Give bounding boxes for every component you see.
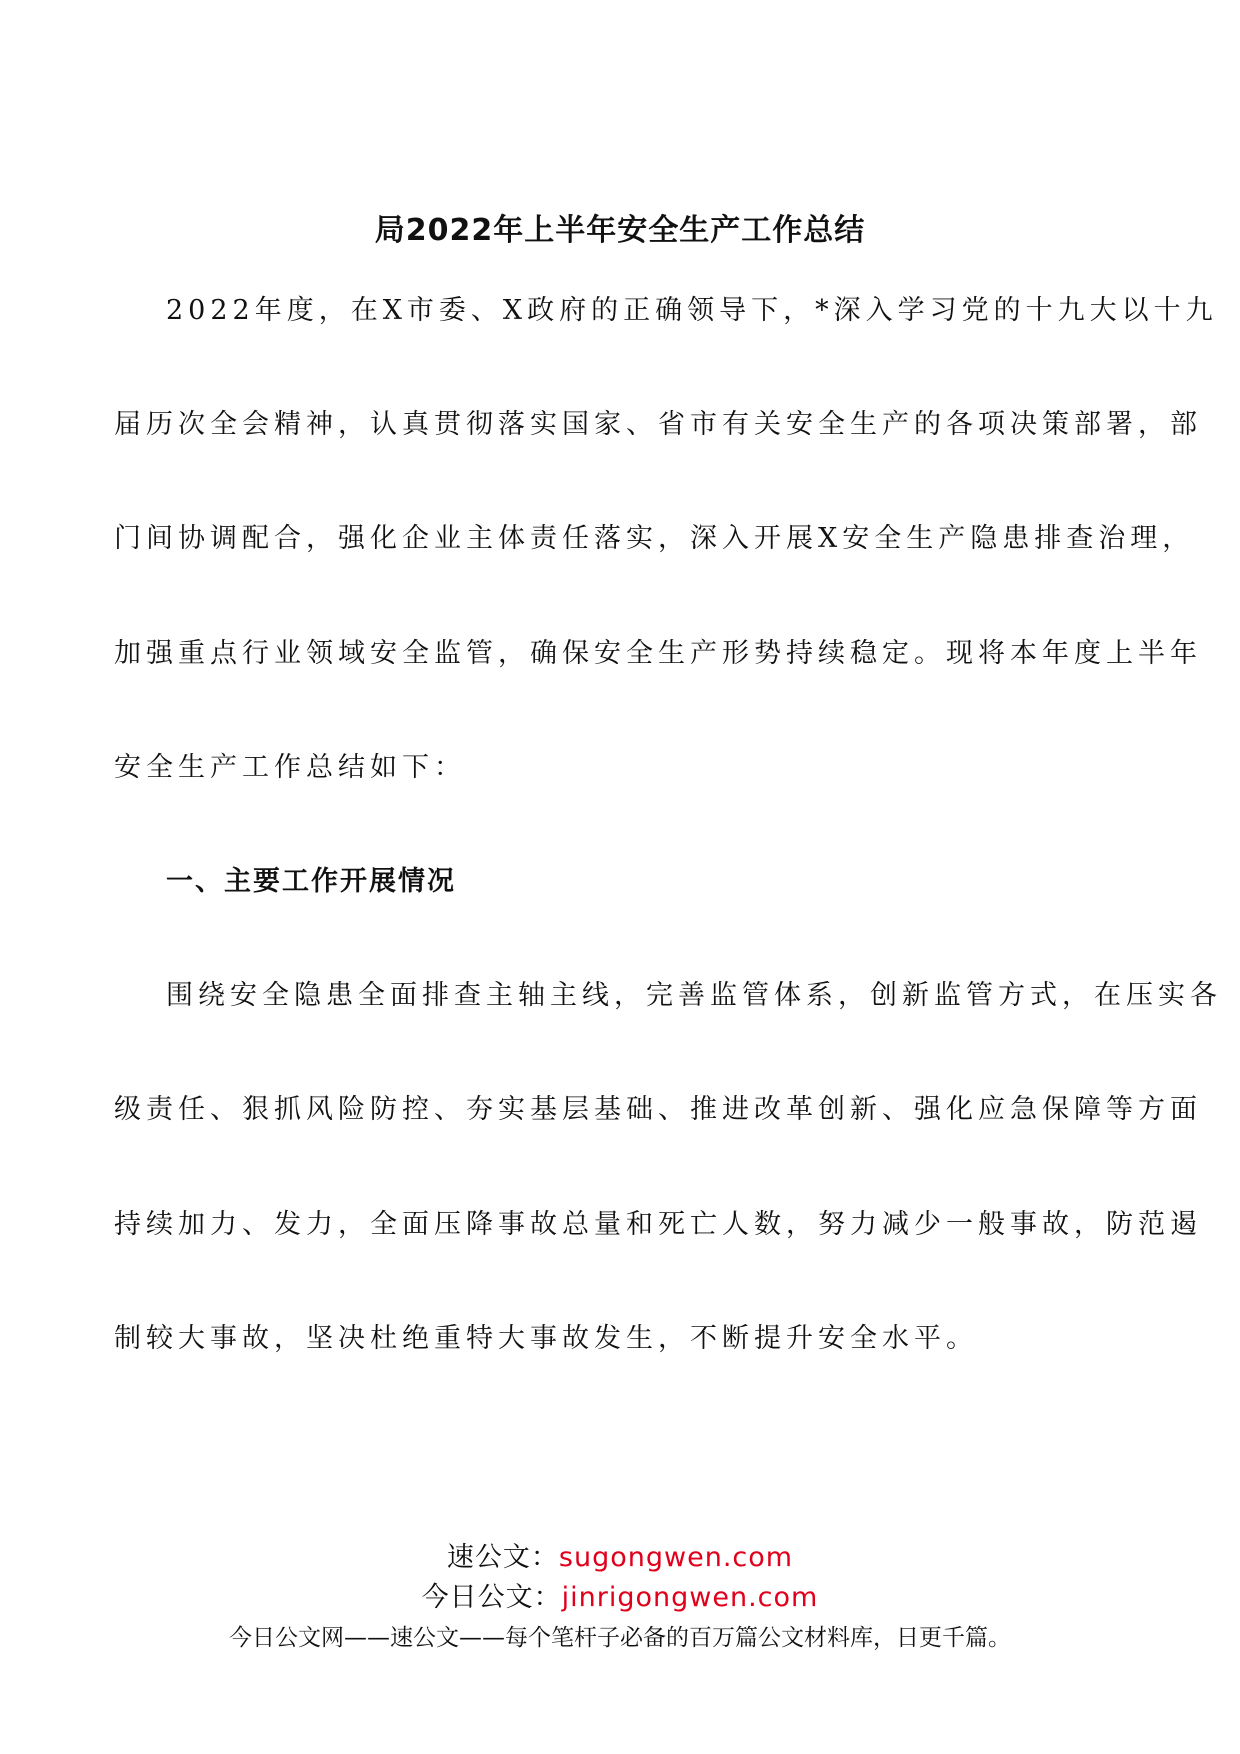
paragraph-2-line-4: 制较大事故，坚决杜绝重特大事故发生，不断提升安全水平。	[114, 1323, 978, 1354]
footer-line-2	[0, 1578, 1240, 1618]
footer-label-sugongwen: 速公文：	[446, 1542, 559, 1573]
paragraph-2-line-2: 级责任、狠抓风险防控、夯实基层基础、推进改革创新、强化应急保障等方面	[114, 1094, 1202, 1125]
paragraph-2-line-3: 持续加力、发力，全面压降事故总量和死亡人数，努力减少一般事故，防范遏	[114, 1209, 1202, 1240]
paragraph-1-line-1: 2022年度，在X市委、X政府的正确领导下，*深入学习党的十九大以十九	[166, 295, 1218, 326]
section-1-heading: 一、主要工作开展情况	[166, 866, 456, 897]
footer-link-sugongwen[interactable]: sugongwen.com	[558, 1542, 794, 1573]
footer-link-jinrigongwen[interactable]: jinrigongwen.com	[561, 1582, 819, 1613]
footer-line-1	[0, 1538, 1240, 1578]
footer-tagline: 今日公文网——速公文——每个笔杆子必备的百万篇公文材料库，日更千篇。	[229, 1625, 1011, 1651]
paragraph-1-line-3: 门间协调配合，强化企业主体责任落实，深入开展X安全生产隐患排查治理，	[114, 523, 1195, 554]
paragraph-1-line-4: 加强重点行业领域安全监管，确保安全生产形势持续稳定。现将本年度上半年	[114, 638, 1202, 669]
paragraph-1-line-5: 安全生产工作总结如下：	[114, 752, 466, 783]
paragraph-2-line-1: 围绕安全隐患全面排查主轴主线，完善监管体系，创新监管方式，在压实各	[166, 980, 1222, 1011]
document-title: 局2022年上半年安全生产工作总结	[374, 213, 866, 248]
footer-label-jinrigongwen: 今日公文：	[421, 1582, 562, 1613]
paragraph-1-line-2: 届历次全会精神，认真贯彻落实国家、省市有关安全生产的各项决策部署，部	[114, 409, 1202, 440]
